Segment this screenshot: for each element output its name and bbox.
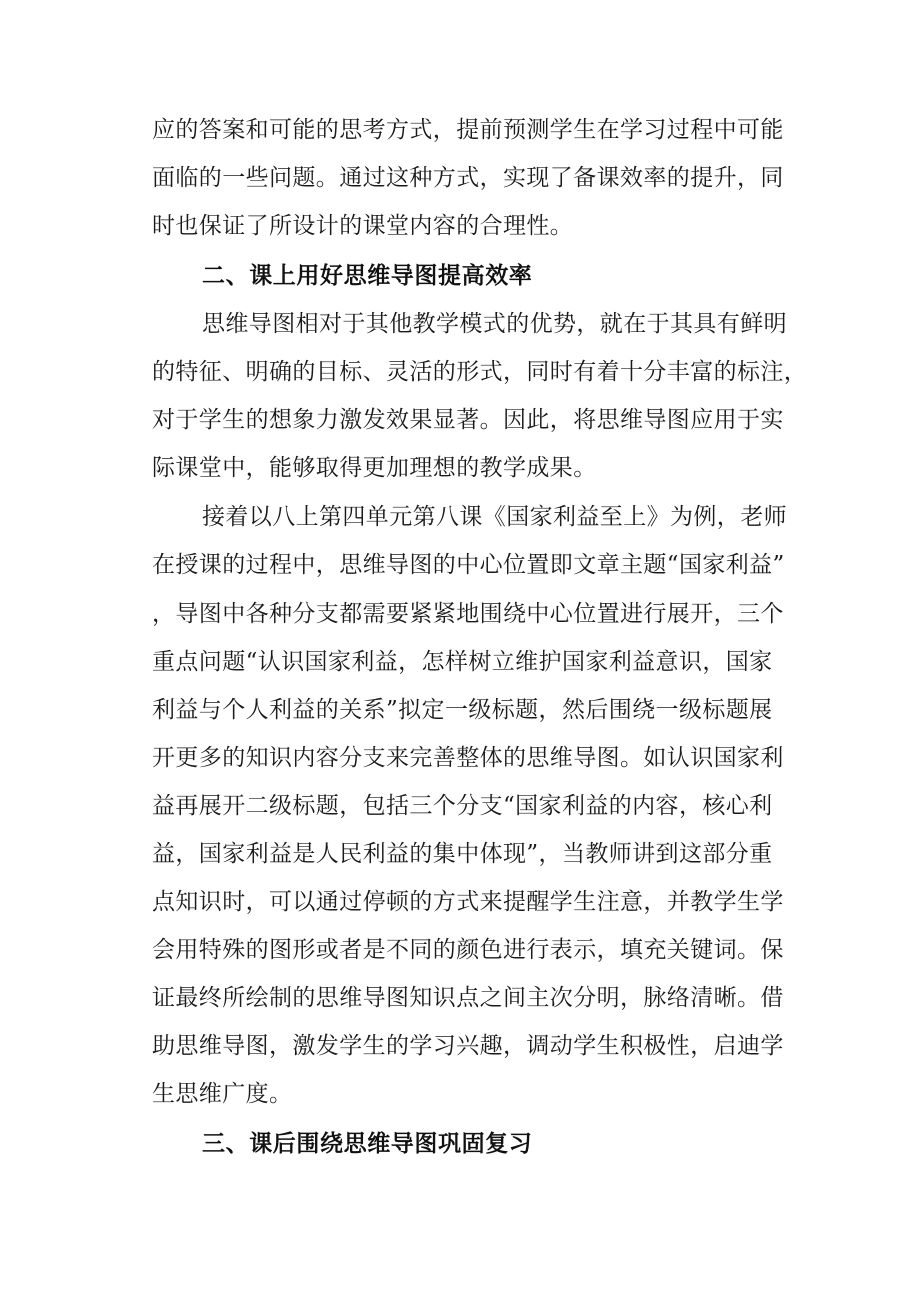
paragraph-line: 会用特殊的图形或者是不同的颜色进行表示，填充关键词。保 bbox=[152, 937, 784, 963]
paragraph-line: 点知识时，可以通过停顿的方式来提醒学生注意，并教学生学 bbox=[152, 889, 784, 915]
paragraph-line: 接着以八上第四单元第八课《国家利益至上》为例，老师 bbox=[202, 504, 787, 530]
paragraph-line: 的特征、明确的目标、灵活的形式，同时有着十分丰富的标注， bbox=[152, 359, 808, 385]
paragraph-line: 助思维导图，激发学生的学习兴趣，调动学生积极性，启迪学 bbox=[152, 1033, 784, 1059]
paragraph-line: 面临的一些问题。通过这种方式，实现了备课效率的提升，同 bbox=[152, 165, 784, 191]
paragraph-line: 在授课的过程中，思维导图的中心位置即文章主题“国家利益” bbox=[152, 552, 785, 578]
paragraph-line: ，导图中各种分支都需要紧紧地围绕中心位置进行展开，三个 bbox=[152, 601, 784, 627]
paragraph-line: 时也保证了所设计的课堂内容的合理性。 bbox=[152, 213, 574, 239]
paragraph-line: 证最终所绘制的思维导图知识点之间主次分明，脉络清晰。借 bbox=[152, 985, 784, 1011]
section-heading-3: 三、课后围绕思维导图巩固复习 bbox=[202, 1131, 533, 1157]
paragraph-line: 应的答案和可能的思考方式，提前预测学生在学习过程中可能 bbox=[152, 117, 784, 143]
paragraph-line: 开更多的知识内容分支来完善整体的思维导图。如认识国家利 bbox=[152, 745, 784, 771]
paragraph-line: 重点问题“认识国家利益，怎样树立维护国家利益意识，国家 bbox=[152, 649, 773, 675]
paragraph-line: 生思维广度。 bbox=[152, 1081, 293, 1107]
paragraph-line: 对于学生的想象力激发效果显著。因此，将思维导图应用于实 bbox=[152, 407, 784, 433]
paragraph-line: 益，国家利益是人民利益的集中体现”，当教师讲到这部分重 bbox=[152, 841, 773, 867]
paragraph-line: 际课堂中，能够取得更加理想的教学成果。 bbox=[152, 455, 597, 481]
paragraph-line: 思维导图相对于其他教学模式的优势，就在于其具有鲜明 bbox=[202, 311, 787, 337]
section-heading-2: 二、课上用好思维导图提高效率 bbox=[202, 263, 533, 289]
paragraph-line: 利益与个人利益的关系”拟定一级标题，然后围绕一级标题展 bbox=[152, 697, 773, 723]
paragraph-line: 益再展开二级标题，包括三个分支“国家利益的内容，核心利 bbox=[152, 793, 773, 819]
